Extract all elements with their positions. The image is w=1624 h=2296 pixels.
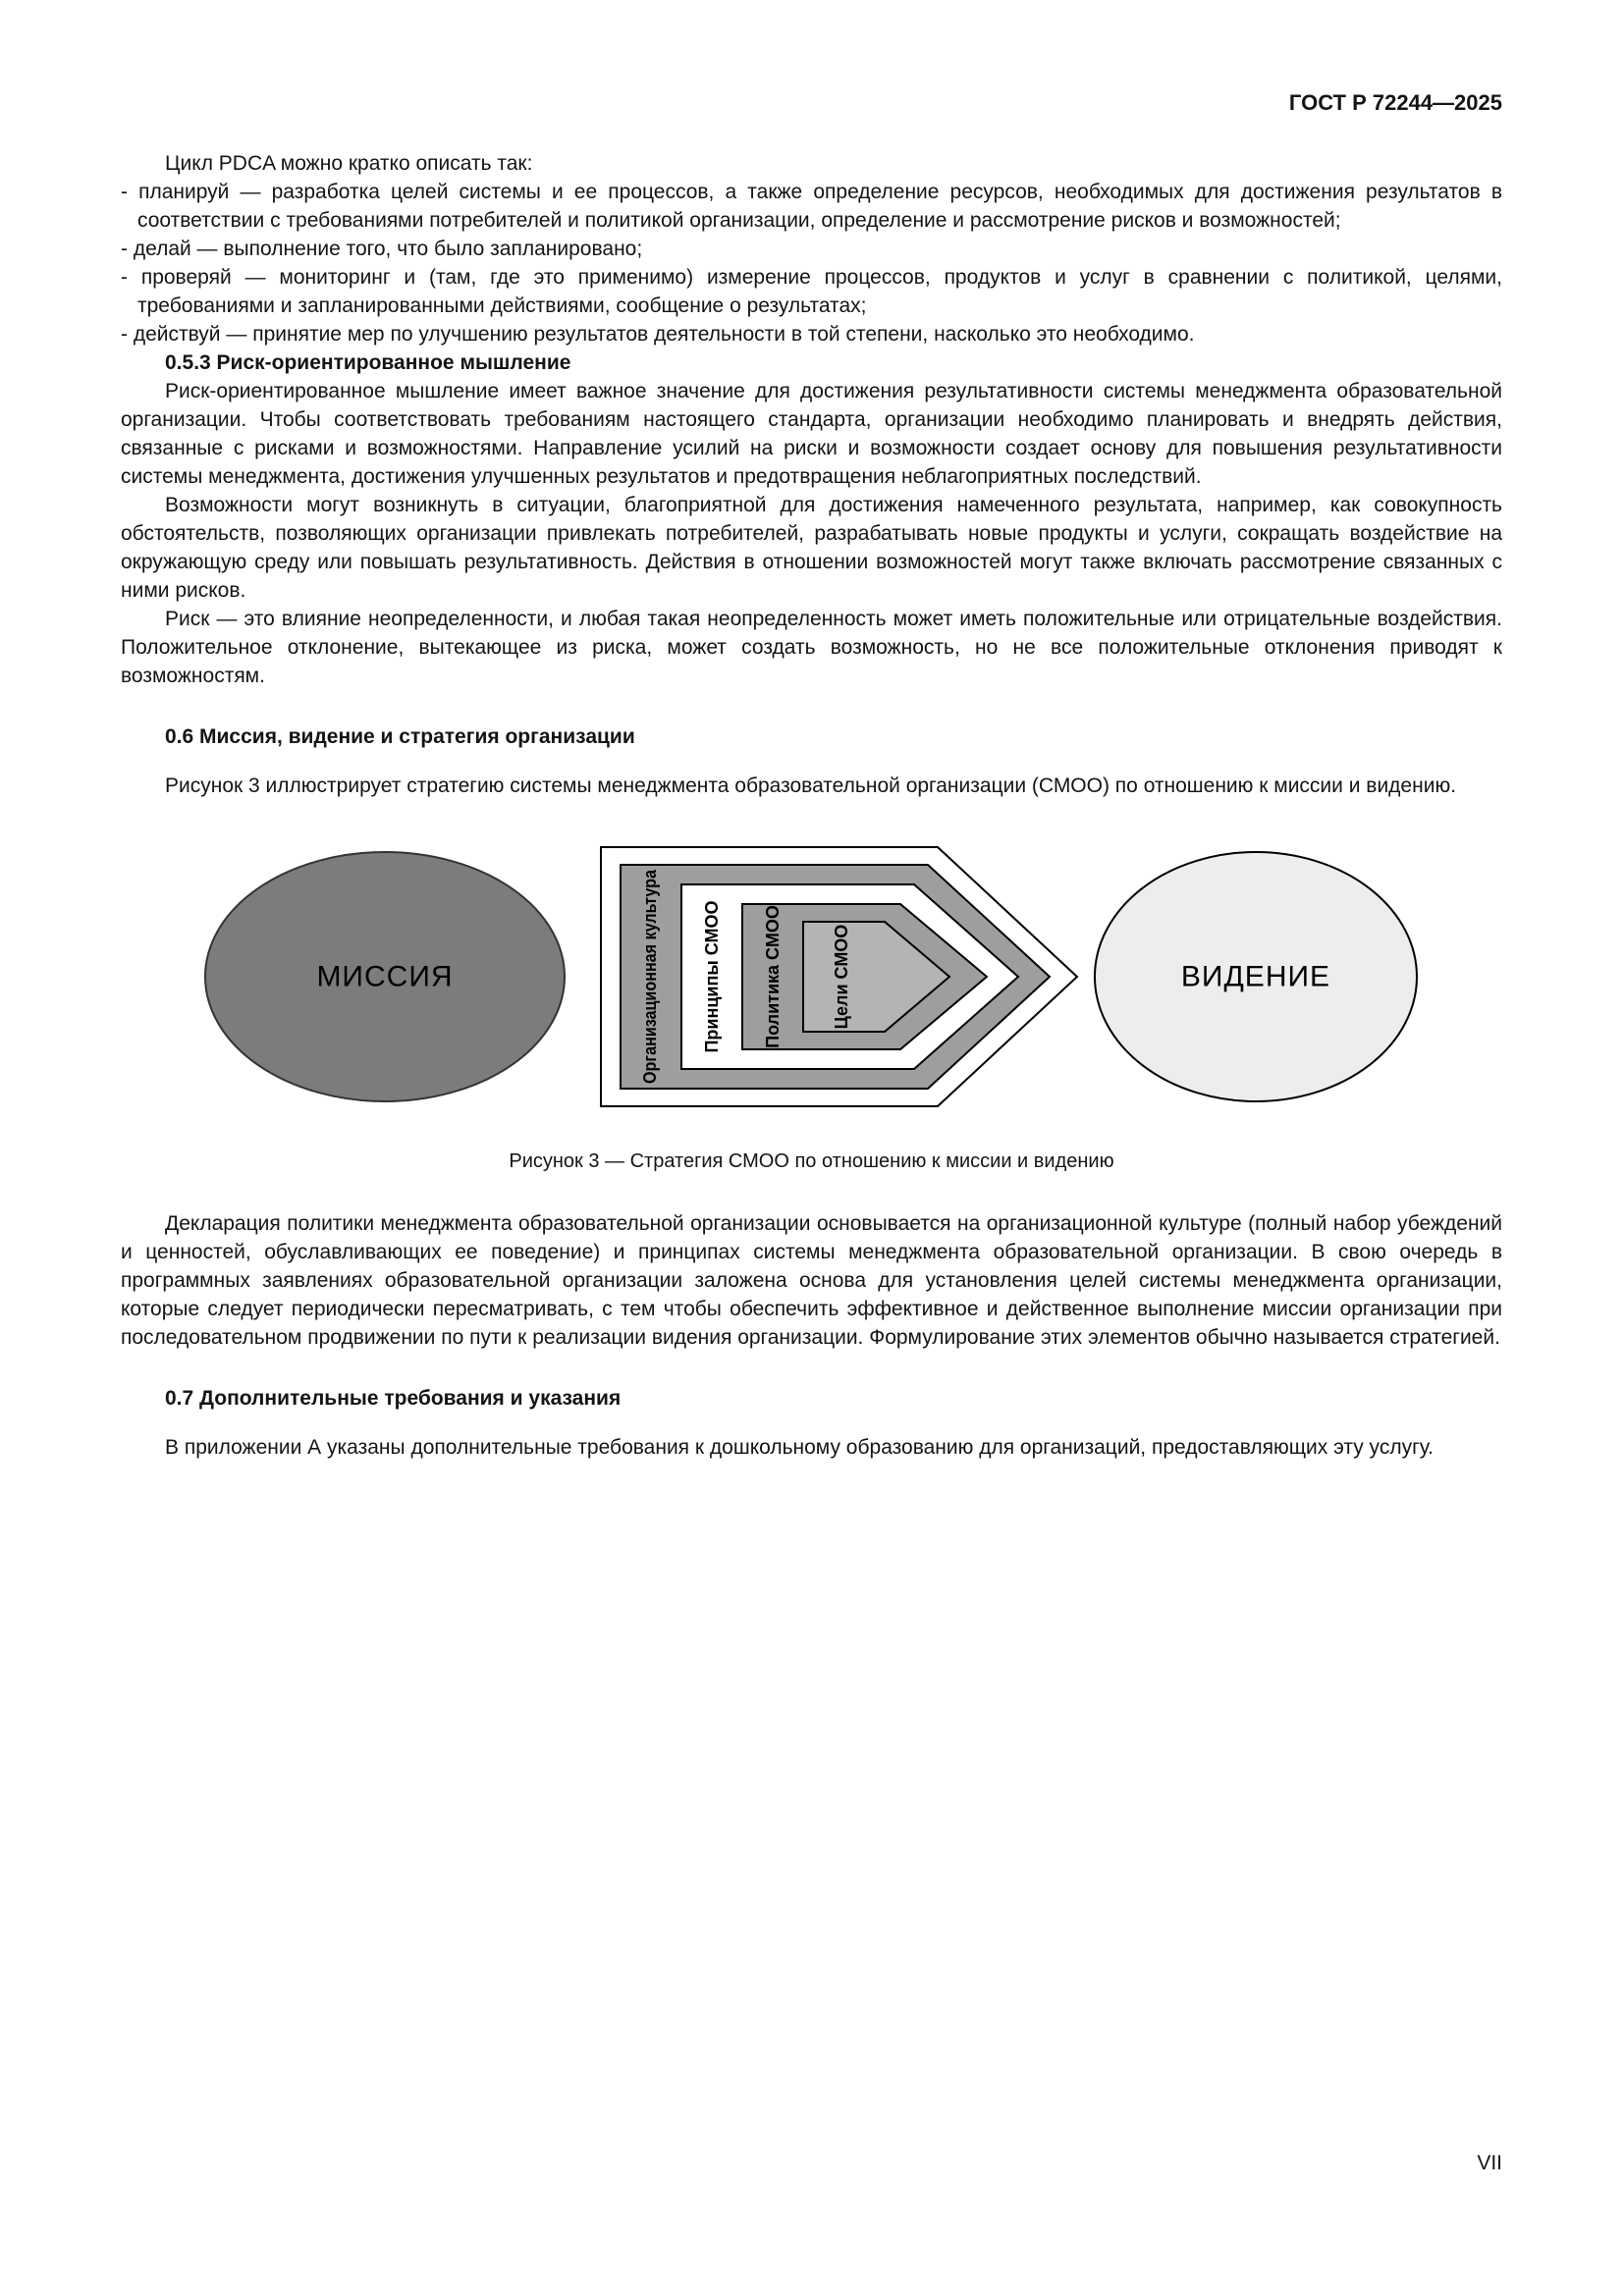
mission-label: МИССИЯ [315,960,454,993]
paragraph-risk-1: Риск-ориентированное мышление имеет важное значение для достижения результативности системы менеджмента образовательной организации. Чтобы соответствовать требованиям настоящего стандарта, организации необходимо планировать и внедрять действия, связанные с рисками и возможностями. Направление усилий на риски и возможности создает основу для повышения результативности системы менеджмента, достижения улучшенных результатов и предотвращения неблагоприятных последствий. [121,380,1502,488]
figure-caption: Рисунок 3 — Стратегия СМОО по отношению к миссии и видению [509,1150,1114,1172]
paragraph-policy-declaration: Декларация политики менеджмента образовательной организации основывается на организационной культуре (полный набор убеждений и ценностей, обуславливающих ее поведение) и принципах системы менеджмента образовательной организации. В свою очередь в программных заявлениях образовательной организации заложена основа для установления целей системы менеджмента организации, которые следует периодически пересматривать, с тем чтобы обеспечить эффективное и действенное выполнение миссии организации при последовательном продвижении по пути к реализации видения организации. Формулирование этих элементов обычно называется стратегией. [121,1212,1502,1349]
doc-number: ГОСТ Р 72244—2025 [1288,90,1502,115]
section-heading-0-7: 0.7 Дополнительные требования и указания [165,1387,622,1410]
paragraph-figure-intro: Рисунок 3 иллюстрирует стратегию системы менеджмента образовательной организации (СМОО) по отношению к миссии и видению. [165,774,1457,797]
band-label-org-culture: Организационная культура [639,844,660,1084]
pdca-item-check: - проверяй — мониторинг и (там, где это применимо) измерение процессов, продуктов и услуг в сравнении с политикой, целями, требованиями и запланированными действиями, сообщение о результатах; [121,266,1502,317]
smoo-strategy-diagram [203,839,1421,1114]
figure-smoo-strategy [121,839,1502,1176]
section-heading-0-6: 0.6 Миссия, видение и стратегия организации [165,725,635,748]
page-number: VII [1477,2152,1502,2174]
pdca-item-plan: - планируй — разработка целей системы и ее процессов, а также определение ресурсов, необходимых для достижения результатов в соответствии с требованиями потребителей и политикой организации, определение и рассмотрение рисков и возможностей; [121,181,1502,232]
paragraph-risk-2: Возможности могут возникнуть в ситуации, благоприятной для достижения намеченного результата, например, как совокупность обстоятельств, позволяющих организации привлекать потребителей, разрабатывать новые продукты и услуги, сокращать воздействие на окружающую среду или повышать результативность. Действия в отношении возможностей могут также включать рассмотрение связанных с ними рисков. [121,494,1502,602]
paragraph-risk-3: Риск — это влияние неопределенности, и любая такая неопределенность может иметь положительные или отрицательные воздействия. Положительное отклонение, вытекающее из риска, может создать возможность, но не все положительные отклонения приводят к возможностям. [121,608,1502,687]
band-label-principles: Принципы СМОО [701,900,722,1053]
body-text [121,149,1502,1462]
vision-label: ВИДЕНИЕ [1180,960,1330,993]
pdca-lead: Цикл PDCA можно кратко описать так: [165,152,533,175]
paragraph-additional: В приложении А указаны дополнительные требования к дошкольному образованию для организаций, предоставляющих эту услугу. [165,1436,1434,1459]
pdca-item-act: - действуй — принятие мер по улучшению результатов деятельности в той степени, насколько это необходимо. [121,323,1195,346]
band-label-policy: Политика СМОО [762,905,783,1048]
pdca-item-do: - делай — выполнение того, что было запланировано; [121,238,643,260]
section-heading-0-5-3: 0.5.3 Риск-ориентированное мышление [165,351,571,374]
band-label-goals: Цели СМОО [831,924,851,1030]
